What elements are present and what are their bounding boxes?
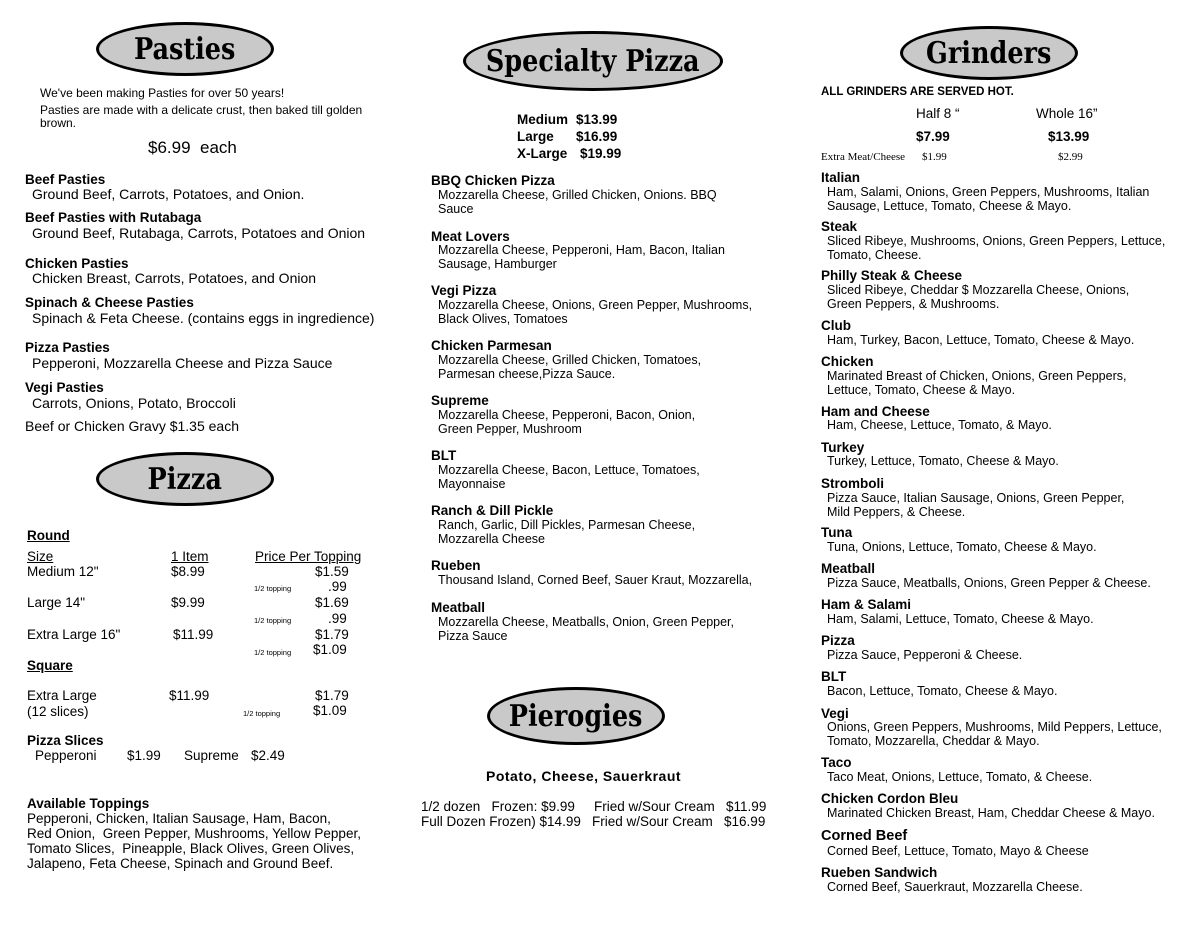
pizza-half-topping-price: .99 <box>328 579 347 594</box>
grinder-name: Corned Beef <box>821 828 908 844</box>
grinder-desc: Pizza Sauce, Italian Sausage, Onions, Green Pepper, Mild Peppers, & Cheese. <box>827 491 1125 519</box>
specialty-name: BLT <box>431 448 457 463</box>
grinder-desc: Pizza Sauce, Pepperoni & Cheese. <box>827 648 1023 662</box>
extra-meat-label: Extra Meat/Cheese <box>821 151 905 163</box>
grinder-desc: Corned Beef, Lettuce, Tomato, Mayo & Cheese <box>827 844 1089 858</box>
pasties-heading-oval <box>96 22 274 76</box>
grinder-name: Philly Steak & Cheese <box>821 268 963 283</box>
specialty-name: Supreme <box>431 393 489 408</box>
grinder-name: Pizza <box>821 633 855 648</box>
square-label: Square <box>27 658 73 673</box>
grinder-desc: Ham, Salami, Lettuce, Tomato, Cheese & Mayo. <box>827 612 1094 626</box>
extra-meat-whole: $2.99 <box>1058 151 1083 163</box>
toppings-line: Pepperoni, Chicken, Italian Sausage, Ham, Bacon, <box>27 811 331 826</box>
square-slices: (12 slices) <box>27 704 89 719</box>
specialty-desc: Mozzarella Cheese, Bacon, Lettuce, Tomatoes, Mayonnaise <box>438 463 700 491</box>
pizza-topping-price: $1.79 <box>315 627 349 642</box>
pasty-desc: Carrots, Onions, Potato, Broccoli <box>32 395 236 411</box>
grinder-name: Club <box>821 318 851 333</box>
grinder-whole-label: Whole 16” <box>1036 106 1098 121</box>
specialty-desc: Thousand Island, Corned Beef, Sauer Kraut, Mozzarella, <box>438 573 753 587</box>
pierogies-half-dozen: 1/2 dozen Frozen: $9.99 <box>421 799 575 814</box>
grinder-name: Ham and Cheese <box>821 404 930 419</box>
pizza-heading: Pizza <box>147 461 223 497</box>
round-label: Round <box>27 528 70 543</box>
square-topping-price: $1.79 <box>315 688 349 703</box>
pasty-name: Beef Pasties with Rutabaga <box>25 210 202 225</box>
col-item-header: 1 Item <box>171 549 209 564</box>
pierogies-heading-oval <box>487 687 665 745</box>
pasty-name: Spinach & Cheese Pasties <box>25 295 194 310</box>
grinder-desc: Turkey, Lettuce, Tomato, Cheese & Mayo. <box>827 454 1059 468</box>
grinder-name: Chicken Cordon Bleu <box>821 791 959 806</box>
pasty-name: Beef Pasties <box>25 172 106 187</box>
square-price: $11.99 <box>169 688 210 703</box>
specialty-price-large: $16.99 <box>576 129 618 144</box>
specialty-desc: Mozzarella Cheese, Pepperoni, Ham, Bacon, Italian Sausage, Hamburger <box>438 243 725 271</box>
slice-supreme: Supreme <box>184 748 239 763</box>
square-size: Extra Large <box>27 688 97 703</box>
grinder-whole-price: $13.99 <box>1048 129 1090 144</box>
pasty-desc: Ground Beef, Rutabaga, Carrots, Potatoes and Onion <box>32 225 366 241</box>
grinders-heading-oval <box>900 26 1078 80</box>
specialty-desc: Mozzarella Cheese, Meatballs, Onion, Green Pepper, Pizza Sauce <box>438 615 734 643</box>
grinder-name: Meatball <box>821 561 876 576</box>
specialty-size-large: Large <box>517 129 554 144</box>
grinder-half-label: Half 8 “ <box>916 106 960 121</box>
col-topping-header: Price Per Topping <box>255 549 362 564</box>
specialty-heading: Specialty Pizza <box>486 43 700 79</box>
grinder-desc: Tuna, Onions, Lettuce, Tomato, Cheese & Mayo. <box>827 540 1097 554</box>
specialty-desc: Mozzarella Cheese, Onions, Green Pepper, Mushrooms, Black Olives, Tomatoes <box>438 298 753 326</box>
pasties-heading: Pasties <box>134 31 236 67</box>
pizza-topping-price: $1.59 <box>315 564 349 579</box>
pierogies-full-dozen: Full Dozen Frozen) $14.99 <box>421 814 581 829</box>
gravy-note: Beef or Chicken Gravy $1.35 each <box>25 418 240 434</box>
half-topping-label: 1/2 topping <box>254 648 292 657</box>
specialty-name: Chicken Parmesan <box>431 338 552 353</box>
pizza-half-topping-price: .99 <box>328 611 347 626</box>
specialty-name: Rueben <box>431 558 481 573</box>
grinder-name: Taco <box>821 755 852 770</box>
grinder-name: Vegi <box>821 706 849 721</box>
grinder-desc: Marinated Breast of Chicken, Onions, Green Peppers, Lettuce, Tomato, Cheese & Mayo. <box>827 369 1127 397</box>
extra-meat-half: $1.99 <box>922 151 947 163</box>
pizza-size: Extra Large 16" <box>27 627 121 642</box>
pizza-slices-label: Pizza Slices <box>27 733 104 748</box>
pierogies-half-dozen-fried: Fried w/Sour Cream $11.99 <box>594 799 767 814</box>
slice-supreme-price: $2.49 <box>251 748 285 763</box>
toppings-line: Tomato Slices, Pineapple, Black Olives, Green Olives, <box>27 841 355 856</box>
toppings-line: Jalapeno, Feta Cheese, Spinach and Ground Beef. <box>27 856 334 871</box>
grinder-desc: Corned Beef, Sauerkraut, Mozzarella Cheese. <box>827 880 1083 894</box>
grinder-desc: Bacon, Lettuce, Tomato, Cheese & Mayo. <box>827 684 1058 698</box>
grinder-name: Chicken <box>821 354 874 369</box>
grinder-desc: Marinated Chicken Breast, Ham, Cheddar Cheese & Mayo. <box>827 806 1155 820</box>
pasties-intro-2: Pasties are made with a delicate crust, then baked till golden brown. <box>40 103 363 130</box>
grinder-desc: Sliced Ribeye, Cheddar $ Mozzarella Cheese, Onions, Green Peppers, & Mushrooms. <box>827 283 1130 311</box>
specialty-size-xlarge: X-Large <box>517 146 568 161</box>
grinder-name: Tuna <box>821 525 853 540</box>
specialty-desc: Mozzarella Cheese, Pepperoni, Bacon, Onion, Green Pepper, Mushroom <box>438 408 696 436</box>
grinders-heading: Grinders <box>926 35 1052 71</box>
pasties-intro-1: We've been making Pasties for over 50 years! <box>40 86 285 100</box>
grinder-desc: Onions, Green Peppers, Mushrooms, Mild Peppers, Lettuce, Tomato, Mozzarella, Cheddar & Mayo. <box>827 720 1162 748</box>
pizza-size: Medium 12" <box>27 564 99 579</box>
slice-pepperoni: Pepperoni <box>35 748 97 763</box>
col-size-header: Size <box>27 549 54 564</box>
specialty-price-xlarge: $19.99 <box>580 146 622 161</box>
grinder-name: Turkey <box>821 440 865 455</box>
grinder-name: Italian <box>821 170 861 185</box>
pizza-half-topping-price: $1.09 <box>313 642 347 657</box>
grinder-desc: Taco Meat, Onions, Lettuce, Tomato, & Cheese. <box>827 770 1093 784</box>
specialty-name: Meat Lovers <box>431 229 510 244</box>
specialty-name: Ranch & Dill Pickle <box>431 503 554 518</box>
half-topping-label: 1/2 topping <box>243 709 281 718</box>
pizza-price: $9.99 <box>171 595 205 610</box>
pasties-price: $6.99 each <box>148 138 237 157</box>
pasty-name: Pizza Pasties <box>25 340 110 355</box>
specialty-desc: Mozzarella Cheese, Grilled Chicken, Onions. BBQ Sauce <box>438 188 717 216</box>
pasty-desc: Chicken Breast, Carrots, Potatoes, and Onion <box>32 270 317 286</box>
toppings-line: Red Onion, Green Pepper, Mushrooms, Yellow Pepper, <box>27 826 361 841</box>
specialty-name: Vegi Pizza <box>431 283 497 298</box>
pizza-topping-price: $1.69 <box>315 595 349 610</box>
toppings-label: Available Toppings <box>27 796 150 811</box>
pasty-desc: Ground Beef, Carrots, Potatoes, and Onion. <box>32 186 305 202</box>
specialty-name: BBQ Chicken Pizza <box>431 173 555 188</box>
pizza-heading-oval <box>96 452 274 506</box>
slice-pepperoni-price: $1.99 <box>127 748 161 763</box>
grinder-name: Ham & Salami <box>821 597 912 612</box>
pasty-name: Chicken Pasties <box>25 256 129 271</box>
square-half-topping-price: $1.09 <box>313 703 347 718</box>
pasty-desc: Pepperoni, Mozzarella Cheese and Pizza Sauce <box>32 355 333 371</box>
pizza-size: Large 14" <box>27 595 86 610</box>
specialty-name: Meatball <box>431 600 486 615</box>
pierogies-flavors: Potato, Cheese, Sauerkraut <box>486 768 682 784</box>
grinder-desc: Pizza Sauce, Meatballs, Onions, Green Pepper & Cheese. <box>827 576 1151 590</box>
pierogies-full-dozen-fried: Fried w/Sour Cream $16.99 <box>592 814 766 829</box>
specialty-desc: Mozzarella Cheese, Grilled Chicken, Tomatoes, Parmesan cheese,Pizza Sauce. <box>438 353 702 381</box>
grinder-desc: Ham, Turkey, Bacon, Lettuce, Tomato, Cheese & Mayo. <box>827 333 1135 347</box>
grinder-half-price: $7.99 <box>916 129 950 144</box>
pasty-name: Vegi Pasties <box>25 380 104 395</box>
grinder-name: BLT <box>821 669 847 684</box>
specialty-price-medium: $13.99 <box>576 112 618 127</box>
pizza-price: $8.99 <box>171 564 205 579</box>
grinder-name: Rueben Sandwich <box>821 865 938 880</box>
grinder-name: Stromboli <box>821 476 884 491</box>
pierogies-heading: Pierogies <box>509 698 643 734</box>
grinders-note: ALL GRINDERS ARE SERVED HOT. <box>821 86 1014 98</box>
specialty-heading-oval <box>463 31 723 91</box>
half-topping-label: 1/2 topping <box>254 584 292 593</box>
specialty-size-medium: Medium <box>517 112 569 127</box>
grinder-desc: Sliced Ribeye, Mushrooms, Onions, Green Peppers, Lettuce, Tomato, Cheese. <box>827 234 1166 262</box>
pasty-desc: Spinach & Feta Cheese. (contains eggs in ingredience) <box>32 310 375 326</box>
grinder-desc: Ham, Cheese, Lettuce, Tomato, & Mayo. <box>827 418 1052 432</box>
grinder-name: Steak <box>821 219 858 234</box>
pizza-price: $11.99 <box>173 627 214 642</box>
half-topping-label: 1/2 topping <box>254 616 292 625</box>
grinder-desc: Ham, Salami, Onions, Green Peppers, Mushrooms, Italian Sausage, Lettuce, Tomato, Cheese & Mayo. <box>827 185 1150 213</box>
specialty-desc: Ranch, Garlic, Dill Pickles, Parmesan Cheese, Mozzarella Cheese <box>438 518 696 546</box>
